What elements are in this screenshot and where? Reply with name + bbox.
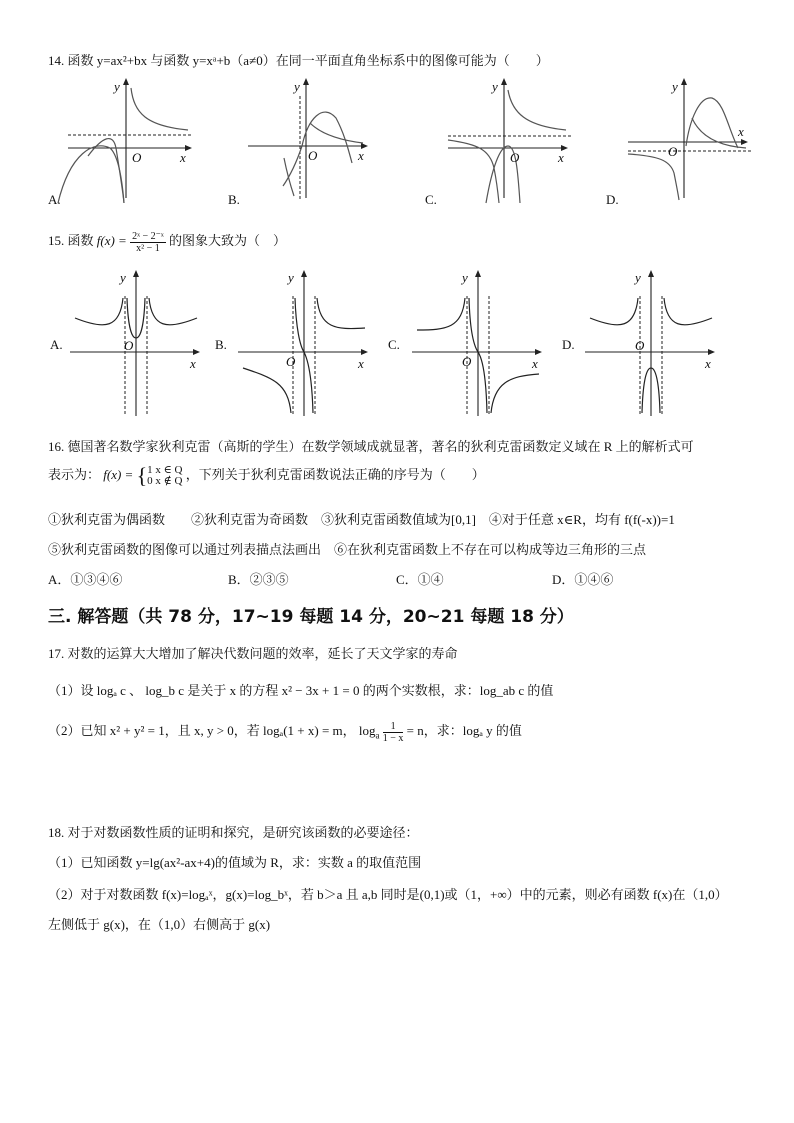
- svg-text:x: x: [532, 356, 538, 371]
- svg-text:y: y: [114, 79, 120, 94]
- q15-option-b[interactable]: B.: [215, 337, 227, 352]
- svg-text:x: x: [358, 356, 364, 371]
- q16-choice-b[interactable]: B．②③⑤: [228, 572, 289, 587]
- q14-option-d[interactable]: D.: [606, 192, 619, 207]
- q14-option-a[interactable]: A.: [48, 192, 61, 207]
- q15-graph-b: [238, 268, 378, 418]
- svg-text:y: y: [120, 270, 126, 285]
- q16-items-1: ①狄利克雷为偶函数 ②狄利克雷为奇函数 ③狄利克雷函数值域为[0,1] ④对于任意 x∈R，均有 f(f(-x))=1: [48, 512, 675, 527]
- q15-graph-c: [412, 268, 552, 418]
- q16-choice-a[interactable]: A．①③④⑥: [48, 572, 123, 587]
- q14-graph-b: [248, 78, 378, 203]
- q18-part1: （1）已知函数 y=lg(ax²-ax+4)的值域为 R，求：实数 a 的取值范围: [48, 855, 422, 870]
- svg-text:O: O: [635, 338, 645, 353]
- q16-line1: 16. 德国著名数学家狄利克雷（高斯的学生）在数学领域成就显著，著名的狄利克雷函数定义域在 R 上的解析式可: [48, 439, 694, 454]
- q16-choice-d[interactable]: D．①④⑥: [552, 572, 614, 587]
- q14-option-b[interactable]: B.: [228, 192, 240, 207]
- q15-stem: 15. 函数 f(x) = $\frac{\text{2ˣ − 2⁻ˣ}}{\text{x² − 1}}$ 的图象大致为（ ）: [48, 230, 287, 254]
- svg-text:x: x: [705, 356, 711, 371]
- svg-text:O: O: [286, 354, 296, 369]
- q14-graph-a: [68, 78, 208, 203]
- q16-choice-c[interactable]: C．①④: [396, 572, 444, 587]
- svg-text:x: x: [358, 148, 364, 163]
- svg-text:y: y: [672, 79, 678, 94]
- q16-cases: 1 x ∈ Q 0 x ∉ Q: [147, 464, 183, 487]
- svg-text:O: O: [510, 150, 520, 165]
- q14-graph-d: [628, 78, 758, 203]
- q15-option-a[interactable]: A.: [50, 337, 63, 352]
- svg-text:x: x: [738, 124, 744, 139]
- q18-part2-line2: 左侧低于 g(x)，在（1,0）右侧高于 g(x): [48, 917, 271, 932]
- svg-text:y: y: [294, 79, 300, 94]
- svg-text:x: x: [558, 150, 564, 165]
- q18-part2-line1: （2）对于对数函数 f(x)=logₐˣ，g(x)=log_bˣ，若 b＞a 且 a,b 同时是(0,1)或（1，+∞）中的元素，则必有函数 f(x)在（1,0）: [48, 887, 728, 902]
- q15-option-c[interactable]: C.: [388, 337, 400, 352]
- svg-text:O: O: [124, 338, 134, 353]
- svg-text:y: y: [492, 79, 498, 94]
- q15-option-d[interactable]: D.: [562, 337, 575, 352]
- q15-graph-d: [585, 268, 725, 418]
- q14-option-c[interactable]: C.: [425, 192, 437, 207]
- svg-text:O: O: [462, 354, 472, 369]
- svg-text:O: O: [308, 148, 318, 163]
- q14-stem: 14. 函数 y=ax²+bx 与函数 y=xᵃ+b（a≠0）在同一平面直角坐标系中的图像可能为（ ）: [48, 53, 549, 68]
- svg-text:O: O: [132, 150, 142, 165]
- q17-part2: （2）已知 x² + y² = 1，且 x, y > 0，若 logₐ(1 + x) = m， $\log_a$ $\frac{1}{1 - x} = n$，求：logₐ y 的值: [48, 720, 522, 744]
- q15-graph-a: [70, 268, 210, 418]
- svg-text:O: O: [668, 144, 678, 159]
- svg-text:y: y: [635, 270, 641, 285]
- q17-stem: 17. 对数的运算大大增加了解决代数问题的效率，延长了天文学家的寿命: [48, 646, 458, 661]
- section-3-title: 三. 解答题（共 78 分，17~19 每题 14 分，20~21 每题 18 分）: [48, 607, 574, 627]
- q16-items-2: ⑤狄利克雷函数的图像可以通过列表描点法画出 ⑥在狄利克雷函数上不存在可以构成等边三角形的三点: [48, 542, 647, 557]
- q18-stem: 18. 对于对数函数性质的证明和探究，是研究该函数的必要途径：: [48, 825, 419, 840]
- q17-fraction: $\frac{1}{1 - x}$: [382, 720, 404, 744]
- q17-part1: （1）设 logₐ c 、 log_b c 是关于 x 的方程 x² − 3x + 1 = 0 的两个实数根，求：log_ab c 的值: [48, 683, 554, 698]
- q14-graph-c: [448, 78, 578, 203]
- svg-text:y: y: [288, 270, 294, 285]
- svg-text:y: y: [462, 270, 468, 285]
- q15-fraction: $\frac{\text{2ˣ − 2⁻ˣ}}{\text{x² − 1}}$: [132, 230, 164, 254]
- svg-text:x: x: [180, 150, 186, 165]
- q16-definition: 表示为： f(x) = {1 x ∈ Q 0 x ∉ Q ，下列关于狄利克雷函数说法正确的序号为（ ）: [48, 463, 485, 488]
- svg-text:x: x: [190, 356, 196, 371]
